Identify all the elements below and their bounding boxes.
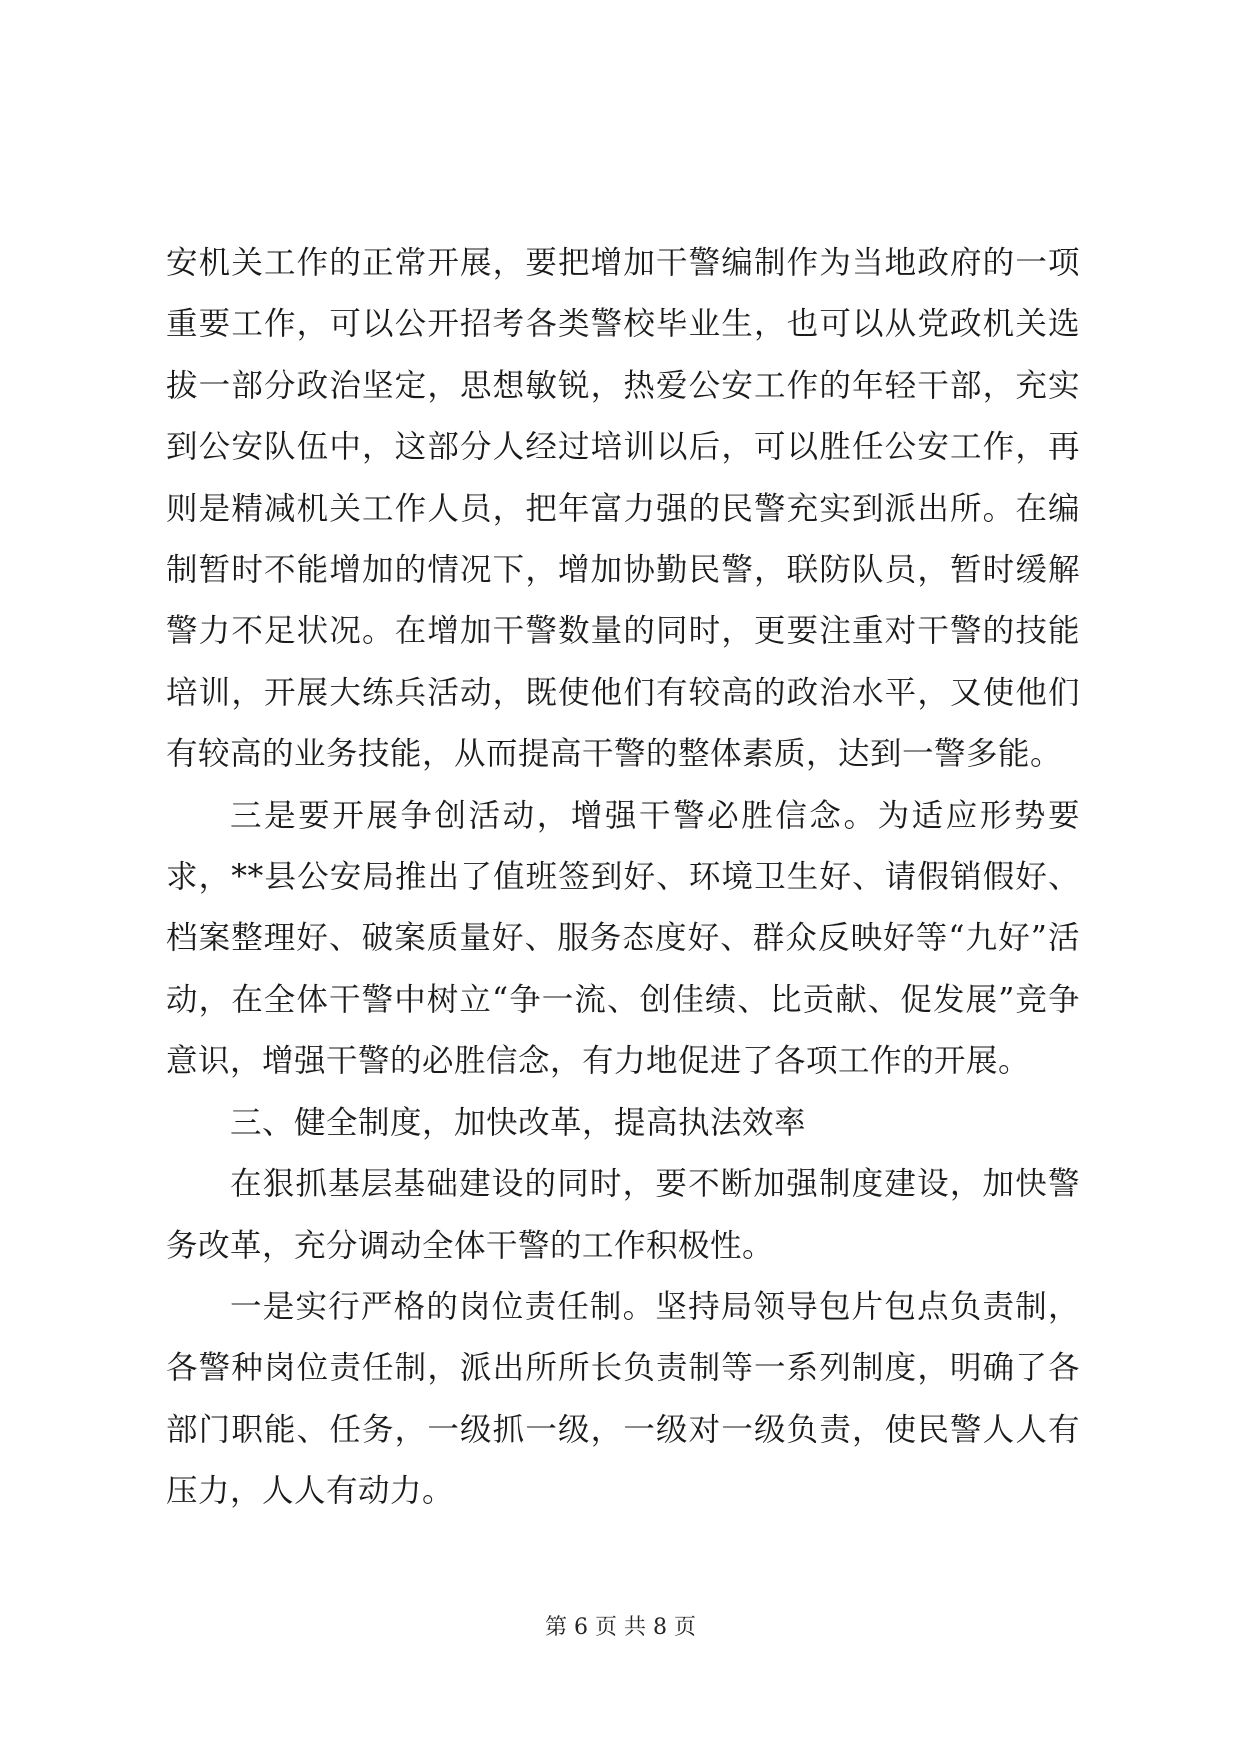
section-heading: 三、健全制度，加快改革，提高执法效率 xyxy=(230,1104,807,1141)
paragraph-system-building: 在狠抓基层基础建设的同时，要不断加强制度建设，加快警务改革，充分调动全体干警的工作积极性。 xyxy=(166,1166,1080,1264)
paragraph-contest-activities: 三是要开展争创活动，增强干警必胜信念。为适应形势要求，**县公安局推出了值班签到好、环境卫生好、请假销假好、档案整理好、破案质量好、服务态度好、群众反映好等“九好”活动，在全体干警中树立“争一流、创佳绩、比贡献、促发展”竞争意识，增强干警的必胜信念，有力地促进了各项工作的开展。 xyxy=(166,797,1080,1080)
page-number-footer: 第 6 页 共 8 页 xyxy=(545,1615,696,1640)
paragraph-continuation: 安机关工作的正常开展，要把增加干警编制作为当地政府的一项重要工作，可以公开招考各类警校毕业生，也可以从党政机关选拔一部分政治坚定，思想敏锐，热爱公安工作的年轻干部，充实到公安队伍中，这部分人经过培训以后，可以胜任公安工作，再则是精减机关工作人员，把年富力强的民警充实到派出所。在编制暂时不能增加的情况下，增加协勤民警，联防队员，暂时缓解警力不足状况。在增加干警数量的同时，更要注重对干警的技能培训，开展大练兵活动，既使他们有较高的政治水平，又使他们有较高的业务技能，从而提高干警的整体素质，达到一警多能。 xyxy=(166,245,1080,773)
paragraph-responsibility-system: 一是实行严格的岗位责任制。坚持局领导包片包点负责制，各警种岗位责任制，派出所所长负责制等一系列制度，明确了各部门职能、任务，一级抓一级，一级对一级负责，使民警人人有压力，人人有动力。 xyxy=(166,1288,1080,1510)
document-body xyxy=(166,233,1080,1523)
